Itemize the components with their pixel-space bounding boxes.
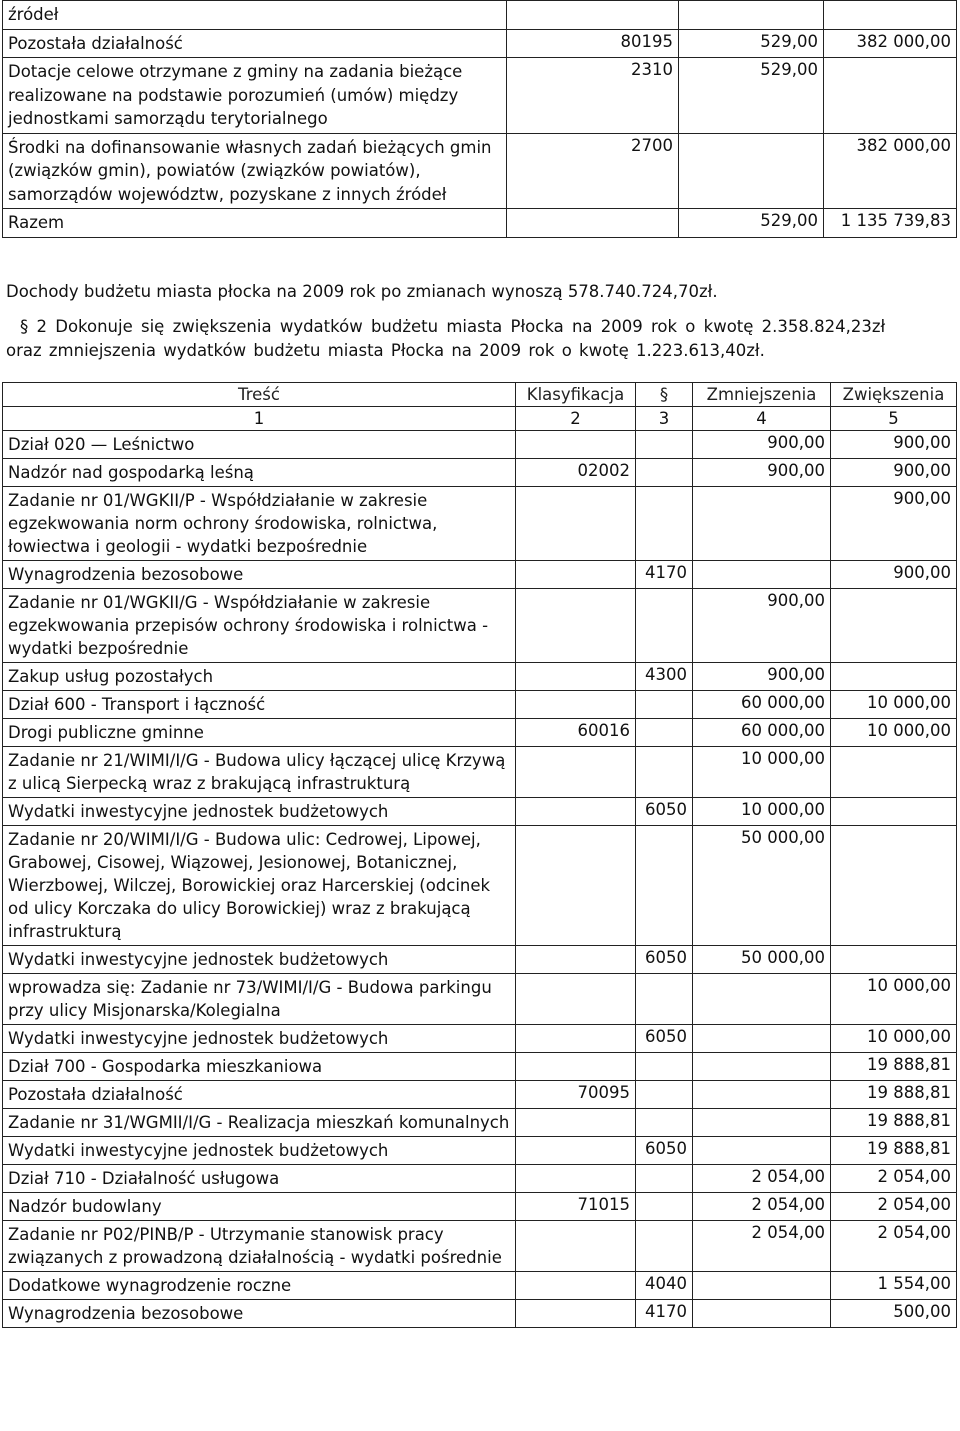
header-zwiekszenia: Zwiększenia <box>831 383 957 407</box>
cell-tresc: wprowadza się: Zadanie nr 73/WIMI/I/G - Budowa parkingu przy ulicy Misjonarska/Kolegialna <box>3 974 516 1025</box>
cell-paragraf <box>636 1221 693 1272</box>
column-number-5: 5 <box>831 407 957 431</box>
table-row <box>3 561 957 589</box>
cell-klasyfikacja <box>516 1109 636 1137</box>
cell-klasyfikacja <box>516 974 636 1025</box>
cell-zwiekszenia: 2 054,00 <box>831 1193 957 1221</box>
cell-klasyfikacja: 80195 <box>507 29 679 58</box>
cell-tresc: Zadanie nr 21/WIMI/I/G - Budowa ulicy łączącej ulicę Krzywą z ulicą Sierpecką wraz z brakującą infrastrukturą <box>3 747 516 798</box>
cell-klasyfikacja <box>516 1300 636 1328</box>
cell-zmniejszenia: 900,00 <box>693 663 831 691</box>
paragraph-2-line-1: § 2 Dokonuje się zwiększenia wydatków budżetu miasta Płocka na 2009 rok o kwotę 2.358.824,23zł <box>20 317 886 336</box>
cell-kwota: 529,00 <box>679 209 824 238</box>
cell-tresc: Wydatki inwestycyjne jednostek budżetowych <box>3 1025 516 1053</box>
cell-tresc: Wynagrodzenia bezosobowe <box>3 561 516 589</box>
cell-tresc: Wydatki inwestycyjne jednostek budżetowych <box>3 798 516 826</box>
cell-kwota-po-zmianach: 382 000,00 <box>824 133 957 209</box>
income-table <box>2 0 957 238</box>
cell-zwiekszenia: 19 888,81 <box>831 1081 957 1109</box>
cell-klasyfikacja <box>516 826 636 946</box>
cell-paragraf <box>636 589 693 663</box>
cell-paragraf <box>636 431 693 459</box>
cell-klasyfikacja: 60016 <box>516 719 636 747</box>
cell-tresc: Dodatkowe wynagrodzenie roczne <box>3 1272 516 1300</box>
cell-paragraf: 4300 <box>636 663 693 691</box>
cell-tresc: Dział 020 — Leśnictwo <box>3 431 516 459</box>
cell-tresc: Dział 700 - Gospodarka mieszkaniowa <box>3 1053 516 1081</box>
cell-paragraf: 6050 <box>636 1137 693 1165</box>
cell-zmniejszenia <box>693 561 831 589</box>
cell-tresc: Pozostała działalność <box>3 1081 516 1109</box>
cell-klasyfikacja <box>516 1053 636 1081</box>
cell-zmniejszenia: 60 000,00 <box>693 691 831 719</box>
cell-zmniejszenia <box>693 1025 831 1053</box>
column-number-4: 4 <box>693 407 831 431</box>
cell-tresc: Dotacje celowe otrzymane z gminy na zadania bieżące realizowane na podstawie porozumień (umów) między jednostkami samorządu terytorialnego <box>3 58 507 134</box>
table-row <box>3 719 957 747</box>
cell-zmniejszenia <box>693 1137 831 1165</box>
cell-paragraf <box>636 974 693 1025</box>
cell-zwiekszenia <box>831 663 957 691</box>
cell-zmniejszenia: 900,00 <box>693 589 831 663</box>
cell-paragraf: 4170 <box>636 1300 693 1328</box>
table-row <box>3 209 957 238</box>
cell-tresc: źródeł <box>3 1 507 30</box>
cell-paragraf: 6050 <box>636 798 693 826</box>
table-row <box>3 1193 957 1221</box>
cell-klasyfikacja <box>516 1137 636 1165</box>
table-row <box>3 133 957 209</box>
header-tresc: Treść <box>3 383 516 407</box>
cell-klasyfikacja <box>507 1 679 30</box>
cell-klasyfikacja <box>516 1025 636 1053</box>
table-row <box>3 1 957 30</box>
cell-zwiekszenia: 900,00 <box>831 431 957 459</box>
table-row <box>3 1053 957 1081</box>
table-row <box>3 1109 957 1137</box>
table-row <box>3 691 957 719</box>
cell-paragraf <box>636 826 693 946</box>
cell-zmniejszenia: 50 000,00 <box>693 946 831 974</box>
cell-klasyfikacja: 02002 <box>516 459 636 487</box>
cell-zwiekszenia <box>831 589 957 663</box>
cell-tresc: Drogi publiczne gminne <box>3 719 516 747</box>
header-row <box>3 383 957 407</box>
cell-paragraf <box>636 747 693 798</box>
cell-zwiekszenia: 500,00 <box>831 1300 957 1328</box>
cell-zmniejszenia: 60 000,00 <box>693 719 831 747</box>
cell-zmniejszenia <box>693 1300 831 1328</box>
cell-paragraf: 4040 <box>636 1272 693 1300</box>
cell-zmniejszenia: 2 054,00 <box>693 1193 831 1221</box>
cell-paragraf <box>636 691 693 719</box>
cell-zwiekszenia: 900,00 <box>831 561 957 589</box>
cell-tresc: Wynagrodzenia bezosobowe <box>3 1300 516 1328</box>
cell-zwiekszenia: 19 888,81 <box>831 1053 957 1081</box>
cell-zmniejszenia: 900,00 <box>693 431 831 459</box>
cell-klasyfikacja <box>516 663 636 691</box>
cell-kwota-po-zmianach: 1 135 739,83 <box>824 209 957 238</box>
cell-paragraf: 4170 <box>636 561 693 589</box>
cell-paragraf <box>636 459 693 487</box>
cell-zwiekszenia: 19 888,81 <box>831 1137 957 1165</box>
cell-zmniejszenia <box>693 1109 831 1137</box>
table-row <box>3 663 957 691</box>
cell-kwota <box>679 133 824 209</box>
cell-zmniejszenia <box>693 487 831 561</box>
cell-kwota: 529,00 <box>679 29 824 58</box>
table-row <box>3 1137 957 1165</box>
cell-tresc: Dział 600 - Transport i łączność <box>3 691 516 719</box>
cell-klasyfikacja <box>516 589 636 663</box>
cell-zwiekszenia <box>831 798 957 826</box>
cell-tresc: Dział 710 - Działalność usługowa <box>3 1165 516 1193</box>
cell-kwota: 529,00 <box>679 58 824 134</box>
cell-zmniejszenia: 2 054,00 <box>693 1221 831 1272</box>
table-row <box>3 1300 957 1328</box>
cell-paragraf <box>636 1053 693 1081</box>
cell-tresc: Zakup usług pozostałych <box>3 663 516 691</box>
cell-paragraf <box>636 1109 693 1137</box>
cell-paragraf <box>636 487 693 561</box>
cell-zwiekszenia: 900,00 <box>831 459 957 487</box>
table-row <box>3 1221 957 1272</box>
cell-zwiekszenia: 10 000,00 <box>831 691 957 719</box>
table-row <box>3 747 957 798</box>
cell-klasyfikacja <box>516 747 636 798</box>
header-paragraf: § <box>636 383 693 407</box>
cell-paragraf: 6050 <box>636 1025 693 1053</box>
table-row <box>3 29 957 58</box>
cell-tresc: Środki na dofinansowanie własnych zadań bieżących gmin (związków gmin), powiatów (związków powiatów), samorządów województw, pozyskane z innych źródeł <box>3 133 507 209</box>
column-numbers-row <box>3 407 957 431</box>
cell-zwiekszenia <box>831 826 957 946</box>
income-summary: Dochody budżetu miasta płocka na 2009 rok po zmianach wynoszą 578.740.724,70zł. <box>6 282 718 301</box>
cell-zmniejszenia <box>693 1272 831 1300</box>
cell-zmniejszenia: 10 000,00 <box>693 798 831 826</box>
cell-tresc: Wydatki inwestycyjne jednostek budżetowych <box>3 1137 516 1165</box>
table-row <box>3 431 957 459</box>
cell-zwiekszenia: 900,00 <box>831 487 957 561</box>
cell-tresc: Zadanie nr 31/WGMII/I/G - Realizacja mieszkań komunalnych <box>3 1109 516 1137</box>
cell-paragraf <box>636 1193 693 1221</box>
header-klasyfikacja: Klasyfikacja <box>516 383 636 407</box>
cell-tresc: Nadzór budowlany <box>3 1193 516 1221</box>
cell-paragraf <box>636 1165 693 1193</box>
table-row <box>3 487 957 561</box>
cell-tresc: Wydatki inwestycyjne jednostek budżetowych <box>3 946 516 974</box>
expenses-table <box>2 382 957 1328</box>
cell-klasyfikacja: 2310 <box>507 58 679 134</box>
cell-zmniejszenia <box>693 974 831 1025</box>
cell-klasyfikacja <box>516 691 636 719</box>
cell-zmniejszenia: 2 054,00 <box>693 1165 831 1193</box>
cell-paragraf <box>636 1081 693 1109</box>
cell-zwiekszenia: 10 000,00 <box>831 974 957 1025</box>
cell-kwota-po-zmianach: 382 000,00 <box>824 29 957 58</box>
table-row <box>3 946 957 974</box>
cell-klasyfikacja <box>516 1221 636 1272</box>
cell-zmniejszenia <box>693 1081 831 1109</box>
table-row <box>3 58 957 134</box>
cell-zwiekszenia: 1 554,00 <box>831 1272 957 1300</box>
cell-kwota-po-zmianach <box>824 58 957 134</box>
cell-zmniejszenia: 900,00 <box>693 459 831 487</box>
table-row <box>3 826 957 946</box>
table-row <box>3 1272 957 1300</box>
table-row <box>3 798 957 826</box>
cell-tresc: Zadanie nr 20/WIMI/I/G - Budowa ulic: Cedrowej, Lipowej, Grabowej, Cisowej, Wiązowej, Jesionowej, Botanicznej, Wierzbowej, Wilczej, Borowickiej oraz Harcerskiej (odcinek od ulicy Korczaka do ulicy Borowickiej) wraz z brakującą infrastrukturą <box>3 826 516 946</box>
cell-zwiekszenia <box>831 946 957 974</box>
table-row <box>3 1081 957 1109</box>
cell-kwota <box>679 1 824 30</box>
cell-klasyfikacja: 71015 <box>516 1193 636 1221</box>
table-row <box>3 1025 957 1053</box>
cell-zmniejszenia <box>693 1053 831 1081</box>
cell-klasyfikacja <box>516 798 636 826</box>
cell-zwiekszenia: 10 000,00 <box>831 719 957 747</box>
table-row <box>3 974 957 1025</box>
cell-klasyfikacja <box>516 1165 636 1193</box>
cell-zwiekszenia: 2 054,00 <box>831 1165 957 1193</box>
cell-zmniejszenia: 10 000,00 <box>693 747 831 798</box>
cell-paragraf: 6050 <box>636 946 693 974</box>
cell-tresc: Razem <box>3 209 507 238</box>
paragraph-2-line-2: oraz zmniejszenia wydatków budżetu miasta Płocka na 2009 rok o kwotę 1.223.613,40zł. <box>6 341 765 360</box>
cell-zwiekszenia <box>831 747 957 798</box>
column-number-2: 2 <box>516 407 636 431</box>
column-number-1: 1 <box>3 407 516 431</box>
cell-zwiekszenia: 19 888,81 <box>831 1109 957 1137</box>
cell-zwiekszenia: 10 000,00 <box>831 1025 957 1053</box>
cell-klasyfikacja <box>516 1272 636 1300</box>
cell-zmniejszenia: 50 000,00 <box>693 826 831 946</box>
table-row <box>3 589 957 663</box>
cell-paragraf <box>636 719 693 747</box>
cell-zwiekszenia: 2 054,00 <box>831 1221 957 1272</box>
table-row <box>3 1165 957 1193</box>
cell-tresc: Nadzór nad gospodarką leśną <box>3 459 516 487</box>
cell-klasyfikacja: 2700 <box>507 133 679 209</box>
cell-klasyfikacja <box>516 431 636 459</box>
cell-tresc: Zadanie nr 01/WGKII/G - Współdziałanie w zakresie egzekwowania przepisów ochrony środowiska i rolnictwa - wydatki bezpośrednie <box>3 589 516 663</box>
cell-kwota-po-zmianach <box>824 1 957 30</box>
column-number-3: 3 <box>636 407 693 431</box>
cell-klasyfikacja <box>516 946 636 974</box>
header-zmniejszenia: Zmniejszenia <box>693 383 831 407</box>
cell-tresc: Zadanie nr 01/WGKII/P - Współdziałanie w zakresie egzekwowania norm ochrony środowiska, rolnictwa, łowiectwa i geologii - wydatki bezpośrednie <box>3 487 516 561</box>
cell-klasyfikacja <box>516 561 636 589</box>
cell-klasyfikacja: 70095 <box>516 1081 636 1109</box>
cell-klasyfikacja <box>516 487 636 561</box>
cell-tresc: Zadanie nr P02/PINB/P - Utrzymanie stanowisk pracy związanych z prowadzoną działalnością - wydatki pośrednie <box>3 1221 516 1272</box>
table-row <box>3 459 957 487</box>
cell-klasyfikacja <box>507 209 679 238</box>
cell-tresc: Pozostała działalność <box>3 29 507 58</box>
